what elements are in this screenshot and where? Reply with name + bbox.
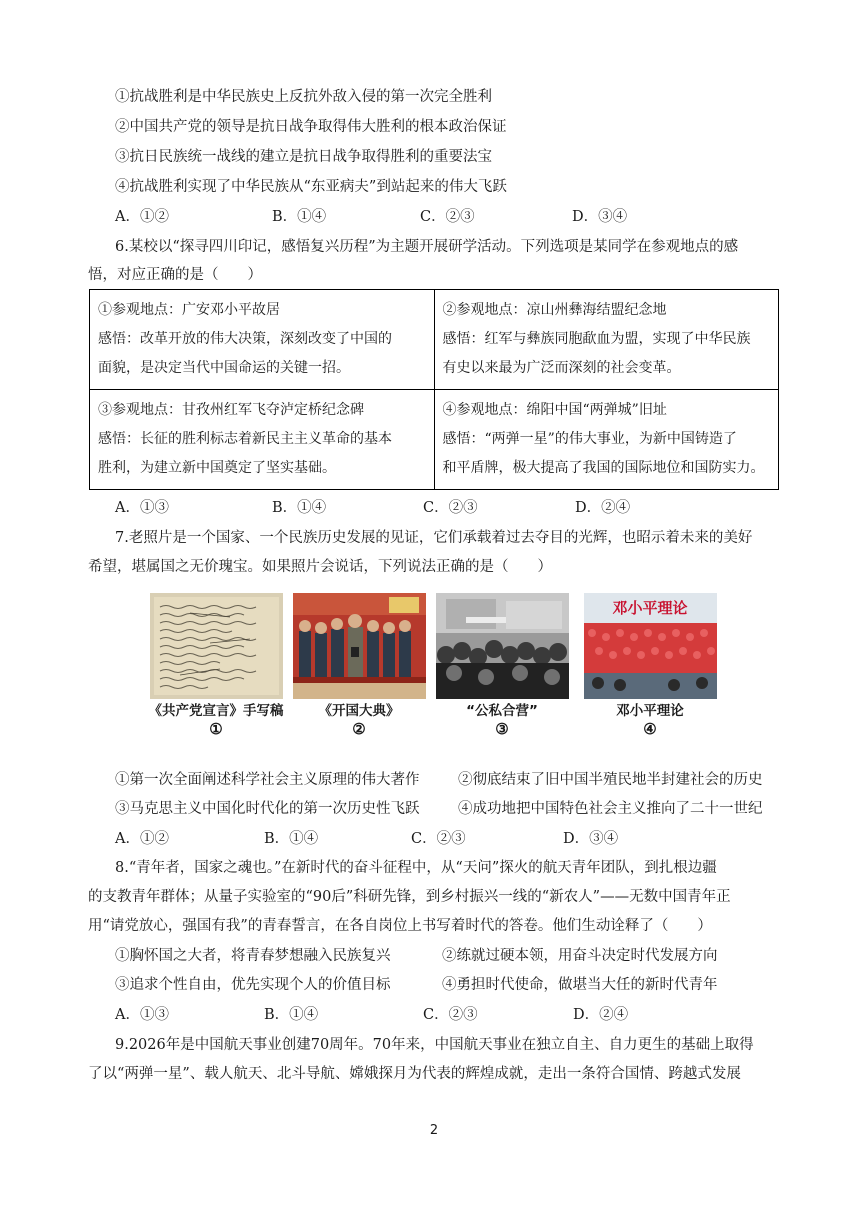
- q8-option-c: C．②③: [423, 1007, 478, 1023]
- photo-1-caption: 《共产党宣言》手写稿: [148, 703, 284, 719]
- q7-stem-line-2: 希望，堪属国之无价瑰宝。如果照片会说话，下列说法正确的是（ ）: [88, 559, 552, 575]
- q5-option-c: C．②③: [420, 209, 475, 225]
- photo-3-caption: “公私合营”: [466, 703, 538, 719]
- parade-banner-text: 邓小平理论: [612, 599, 688, 617]
- q7-item-2: ②彻底结束了旧中国半殖民地半封建社会的历史: [458, 772, 763, 788]
- q5-option-b: B．①④: [272, 209, 327, 225]
- q5-option-d: D．③④: [572, 209, 628, 225]
- photo-2-number: ②: [352, 720, 366, 738]
- q8-item-3: ③追求个性自由，优先实现个人的价值目标: [115, 977, 391, 993]
- photo-3-number: ③: [495, 720, 509, 738]
- q6-option-a: A．①③: [115, 500, 169, 516]
- q6-cell-2: [434, 290, 779, 390]
- q8-stem-line-3: 用“请党放心，强国有我”的青春誓言，在各自岗位上书写着时代的答卷。他们生动诠释了（ ）: [88, 918, 712, 934]
- q6-cell-2-text-1: 感悟：红军与彝族同胞歃血为盟，实现了中华民族: [442, 331, 751, 347]
- q7-stem-line-1: 7.老照片是一个国家、一个民族历史发展的见证，它们承载着过去夺目的光辉，也昭示着未来的美好: [115, 530, 753, 546]
- q7-option-a: A．①②: [115, 831, 169, 847]
- q6-cell-2-place: ②参观地点：凉山州彝海结盟纪念地: [442, 302, 667, 318]
- q6-option-b: B．①④: [272, 500, 327, 516]
- q6-cell-3-text-1: 感悟：长征的胜利标志着新民主主义革命的基本: [98, 431, 392, 447]
- q7-option-b: B．①④: [264, 831, 319, 847]
- q8-option-b: B．①④: [264, 1007, 319, 1023]
- q8-stem-line-1: 8.“青年者，国家之魂也。”在新时代的奋斗征程中，从“天问”探火的航天青年团队，到扎根边疆: [115, 860, 717, 876]
- photo-4-number: ④: [643, 720, 657, 738]
- page-number: 2: [429, 1123, 439, 1138]
- q7-item-1: ①第一次全面阐述科学社会主义原理的伟大著作: [115, 772, 420, 788]
- q6-cell-3-place: ③参观地点：甘孜州红军飞夺泸定桥纪念碑: [98, 402, 364, 418]
- q7-item-3: ③马克思主义中国化时代化的第一次历史性飞跃: [115, 801, 420, 817]
- q5-item-1: ①抗战胜利是中华民族史上反抗外敌入侵的第一次完全胜利: [115, 89, 492, 105]
- q7-item-4: ④成功地把中国特色社会主义推向了二十一世纪: [458, 801, 763, 817]
- q6-cell-2-text-2: 有史以来最为广泛而深刻的社会变革。: [442, 360, 681, 376]
- q6-option-c: C．②③: [423, 500, 478, 516]
- q6-cell-1-place: ①参观地点：广安邓小平故居: [98, 302, 280, 318]
- founding-ceremony-photo: [293, 593, 426, 699]
- q5-item-2: ②中国共产党的领导是抗日战争取得伟大胜利的根本政治保证: [115, 119, 507, 135]
- q8-item-1: ①胸怀国之大者，将青春梦想融入民族复兴: [115, 948, 391, 964]
- q6-cell-1-text-1: 感悟：改革开放的伟大决策，深刻改变了中国的: [98, 331, 392, 347]
- q9-stem-line-1: 9.2026年是中国航天事业创建70周年。70年来，中国航天事业在独立自主、自力更生的基础上取得: [115, 1037, 754, 1053]
- q7-option-c: C．②③: [411, 831, 466, 847]
- q6-option-d: D．②④: [575, 500, 631, 516]
- q8-option-a: A．①③: [115, 1007, 169, 1023]
- q6-cell-1: [90, 290, 435, 390]
- q5-item-4: ④抗战胜利实现了中华民族从“东亚病夫”到站起来的伟大飞跃: [115, 179, 507, 195]
- manifesto-manuscript-photo: [150, 593, 283, 699]
- q6-stem-line-1: 6.某校以“探寻四川印记，感悟复兴历程”为主题开展研学活动。下列选项是某同学在参观地点的感: [115, 239, 739, 255]
- q5-option-a: A．①②: [115, 209, 169, 225]
- public-private-partnership-photo: [436, 593, 569, 699]
- q8-stem-line-2: 的支教青年群体；从量子实验室的“90后”科研先锋，到乡村振兴一线的“新农人”——无数中国青年正: [88, 889, 731, 905]
- q6-visit-table: [89, 289, 779, 490]
- deng-theory-parade-photo: [584, 593, 717, 699]
- q7-option-d: D．③④: [563, 831, 619, 847]
- photo-2-caption: 《开国大典》: [318, 703, 400, 719]
- q6-cell-3: [90, 390, 435, 490]
- q6-cell-1-text-2: 面貌，是决定当代中国命运的关键一招。: [98, 360, 350, 376]
- q6-cell-4-text-1: 感悟：“两弹一星”的伟大事业，为新中国铸造了: [442, 431, 737, 447]
- q5-item-3: ③抗日民族统一战线的建立是抗日战争取得胜利的重要法宝: [115, 149, 492, 165]
- q9-stem-line-2: 了以“两弹一星”、载人航天、北斗导航、嫦娥探月为代表的辉煌成就，走出一条符合国情、跨越式发展: [88, 1066, 741, 1082]
- q6-cell-4-place: ④参观地点：绵阳中国“两弹城”旧址: [442, 402, 667, 418]
- q6-stem-line-2: 悟，对应正确的是（ ）: [88, 267, 262, 283]
- photo-1-number: ①: [209, 720, 223, 738]
- q8-item-4: ④勇担时代使命，做堪当大任的新时代青年: [442, 977, 718, 993]
- q6-cell-4: [434, 390, 779, 490]
- q6-cell-3-text-2: 胜利，为建立新中国奠定了坚实基础。: [98, 460, 336, 476]
- q8-option-d: D．②④: [573, 1007, 629, 1023]
- q8-item-2: ②练就过硬本领，用奋斗决定时代发展方向: [442, 948, 718, 964]
- q6-cell-4-text-2: 和平盾牌，极大提高了我国的国际地位和国防实力。: [442, 460, 765, 476]
- photo-4-caption: 邓小平理论: [616, 703, 684, 719]
